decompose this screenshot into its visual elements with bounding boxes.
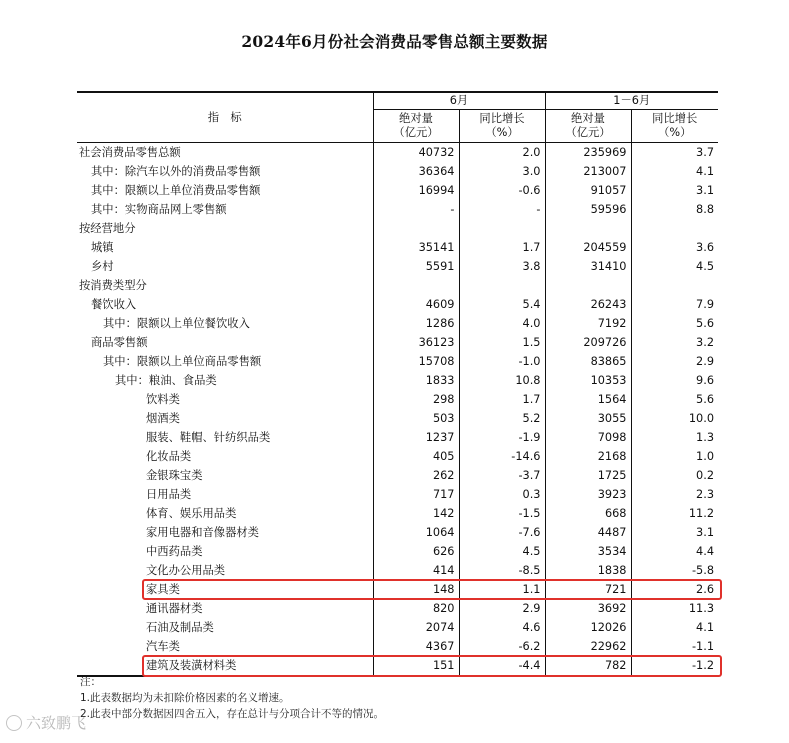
cell-ytd-amount: 59596	[545, 200, 631, 219]
table-body	[77, 143, 718, 677]
cell-ytd-amount: 3923	[545, 485, 631, 504]
cell-ytd-growth	[631, 219, 718, 238]
cell-ytd-amount: 1564	[545, 390, 631, 409]
cell-ytd-growth: 8.8	[696, 203, 715, 216]
row-indicator-name: 中西药品类	[77, 542, 373, 561]
cell-ytd-amount: 209726	[545, 333, 631, 352]
table-row	[77, 580, 718, 599]
table-row	[77, 504, 718, 523]
cell-ytd-amount: 10353	[545, 371, 631, 390]
cell-month-amount: 148	[373, 580, 459, 599]
watermark-text: 六致鹏飞	[26, 714, 87, 732]
row-indicator-name: 其中：除汽车以外的消费品零售额	[77, 162, 373, 181]
table-row	[77, 143, 718, 163]
table-row	[77, 314, 718, 333]
watermark-logo-icon	[6, 715, 22, 731]
row-indicator-name: 服装、鞋帽、针纺织品类	[77, 428, 373, 447]
header-row-top	[77, 92, 718, 110]
cell-month-amount: 414	[373, 561, 459, 580]
cell-ytd-amount: 213007	[545, 162, 631, 181]
row-indicator-name: 家具类	[77, 580, 373, 599]
cell-ytd-growth: 4.1	[696, 165, 715, 178]
cell-ytd-growth: -1.2	[631, 656, 718, 676]
header-group-month: 6月	[373, 92, 545, 110]
cell-ytd-amount: 2168	[545, 447, 631, 466]
cell-ytd-growth: 9.6	[696, 374, 715, 387]
table-row	[77, 219, 718, 238]
cell-month-amount: 4367	[373, 637, 459, 656]
footnote-item: 2.此表中部分数据因四舍五入，存在总计与分项合计不等的情况。	[80, 708, 385, 720]
table-row	[77, 409, 718, 428]
header-label-line: 绝对量	[571, 112, 605, 125]
header-label-line: （%）	[658, 126, 692, 139]
row-indicator-name: 其中：实物商品网上零售额	[77, 200, 373, 219]
cell-ytd-amount: 668	[545, 504, 631, 523]
table-row	[77, 637, 718, 656]
footnote-item: 1.此表数据均为未扣除价格因素的名义增速。	[80, 692, 290, 704]
footnotes	[80, 674, 384, 722]
cell-ytd-amount: 7192	[545, 314, 631, 333]
cell-month-growth: -1.0	[459, 352, 545, 371]
cell-month-growth	[459, 219, 545, 238]
table-row	[77, 390, 718, 409]
watermark	[6, 712, 86, 733]
cell-ytd-amount: 204559	[545, 238, 631, 257]
table-row	[77, 276, 718, 295]
cell-month-amount: 717	[373, 485, 459, 504]
cell-month-growth: 4.6	[459, 618, 545, 637]
cell-month-growth: 2.9	[459, 599, 545, 618]
cell-month-amount: 36123	[373, 333, 459, 352]
cell-ytd-amount: 31410	[545, 257, 631, 276]
row-indicator-name: 化妆品类	[77, 447, 373, 466]
cell-month-amount: 820	[373, 599, 459, 618]
table-row	[77, 257, 718, 276]
header-label-line: 同比增长	[652, 112, 698, 125]
cell-month-growth: 2.0	[459, 143, 545, 163]
header-label-line: （亿元）	[393, 126, 439, 139]
cell-ytd-growth: 5.6	[696, 317, 715, 330]
cell-month-growth: -1.9	[459, 428, 545, 447]
row-indicator-name: 餐饮收入	[77, 295, 373, 314]
table-row	[77, 295, 718, 314]
cell-month-amount: 151	[373, 656, 459, 676]
cell-month-growth	[459, 276, 545, 295]
cell-month-growth: -8.5	[459, 561, 545, 580]
cell-month-growth: 3.8	[459, 257, 545, 276]
row-indicator-name: 按经营地分	[77, 219, 373, 238]
table-row	[77, 485, 718, 504]
cell-ytd-amount: 83865	[545, 352, 631, 371]
cell-month-growth: -	[459, 200, 545, 219]
header-indicator: 指 标	[77, 92, 373, 143]
cell-ytd-amount: 12026	[545, 618, 631, 637]
cell-month-amount: 503	[373, 409, 459, 428]
row-indicator-name: 石油及制品类	[77, 618, 373, 637]
header-ytd-growth	[631, 110, 718, 143]
table-row	[77, 238, 718, 257]
cell-ytd-growth: 10.0	[688, 412, 715, 425]
cell-month-growth: -1.5	[459, 504, 545, 523]
cell-ytd-amount: 782	[545, 656, 631, 676]
cell-ytd-growth: 5.6	[696, 393, 715, 406]
cell-ytd-growth: 2.6	[696, 583, 715, 596]
cell-month-amount: 15708	[373, 352, 459, 371]
table-row	[77, 523, 718, 542]
cell-ytd-growth: 4.1	[696, 621, 715, 634]
table-row	[77, 466, 718, 485]
row-indicator-name: 其中：粮油、食品类	[77, 371, 373, 390]
cell-month-growth: 3.0	[459, 162, 545, 181]
cell-month-amount	[373, 276, 459, 295]
cell-month-amount: 36364	[373, 162, 459, 181]
table-row	[77, 428, 718, 447]
cell-ytd-growth: 3.7	[696, 146, 715, 159]
table-row	[77, 162, 718, 181]
row-indicator-name: 城镇	[77, 238, 373, 257]
table-row	[77, 352, 718, 371]
header-label-line: 绝对量	[399, 112, 433, 125]
row-indicator-name: 社会消费品零售总额	[77, 143, 373, 163]
cell-month-amount: 2074	[373, 618, 459, 637]
cell-month-amount: 5591	[373, 257, 459, 276]
cell-month-amount: 1064	[373, 523, 459, 542]
row-indicator-name: 按消费类型分	[77, 276, 373, 295]
cell-month-growth: 1.5	[459, 333, 545, 352]
page-title: 2024年6月份社会消费品零售总额主要数据	[241, 32, 548, 51]
cell-month-growth: 5.2	[459, 409, 545, 428]
cell-ytd-amount: 235969	[545, 143, 631, 163]
cell-ytd-growth: 1.0	[696, 450, 715, 463]
cell-month-growth: 1.1	[459, 580, 545, 599]
row-indicator-name: 金银珠宝类	[77, 466, 373, 485]
table-row	[77, 447, 718, 466]
header-month-growth	[459, 110, 545, 143]
cell-ytd-growth: 4.4	[696, 545, 715, 558]
cell-month-growth: 10.8	[459, 371, 545, 390]
cell-ytd-growth: 3.1	[696, 526, 715, 539]
table-row	[77, 542, 718, 561]
table-row	[77, 200, 718, 219]
row-indicator-name: 日用品类	[77, 485, 373, 504]
cell-ytd-amount: 26243	[545, 295, 631, 314]
retail-sales-table	[77, 91, 718, 677]
header-month-amount	[373, 110, 459, 143]
cell-ytd-amount	[545, 219, 631, 238]
table-row	[77, 599, 718, 618]
cell-month-growth: -7.6	[459, 523, 545, 542]
cell-month-growth: 4.0	[459, 314, 545, 333]
row-indicator-name: 乡村	[77, 257, 373, 276]
row-indicator-name: 商品零售额	[77, 333, 373, 352]
cell-month-amount: 142	[373, 504, 459, 523]
cell-ytd-growth: 3.1	[696, 184, 715, 197]
cell-ytd-amount: 721	[545, 580, 631, 599]
table-row	[77, 561, 718, 580]
cell-month-amount: 1237	[373, 428, 459, 447]
row-indicator-name: 体育、娱乐用品类	[77, 504, 373, 523]
cell-ytd-growth: 2.3	[696, 488, 715, 501]
row-indicator-name: 汽车类	[77, 637, 373, 656]
table-row	[77, 371, 718, 390]
cell-month-growth: 1.7	[459, 390, 545, 409]
cell-month-growth: -14.6	[459, 447, 545, 466]
header-label-line: （%）	[485, 126, 519, 139]
table-row	[77, 618, 718, 637]
cell-ytd-growth: 7.9	[696, 298, 715, 311]
row-indicator-name: 其中：限额以上单位商品零售额	[77, 352, 373, 371]
cell-month-amount	[373, 219, 459, 238]
cell-ytd-amount: 91057	[545, 181, 631, 200]
cell-month-growth: 5.4	[459, 295, 545, 314]
cell-ytd-amount: 3055	[545, 409, 631, 428]
row-indicator-name: 家用电器和音像器材类	[77, 523, 373, 542]
cell-ytd-growth: 11.2	[688, 507, 715, 520]
table-row	[77, 656, 718, 676]
table-row	[77, 333, 718, 352]
cell-ytd-amount: 4487	[545, 523, 631, 542]
cell-ytd-amount: 1838	[545, 561, 631, 580]
header-label-line: 同比增长	[479, 112, 525, 125]
cell-month-growth: 1.7	[459, 238, 545, 257]
cell-ytd-amount	[545, 276, 631, 295]
cell-ytd-growth: 4.5	[696, 260, 715, 273]
cell-month-growth: -3.7	[459, 466, 545, 485]
cell-month-amount: 40732	[373, 143, 459, 163]
row-indicator-name: 烟酒类	[77, 409, 373, 428]
cell-ytd-growth: -1.1	[691, 640, 715, 653]
cell-ytd-growth: 0.2	[696, 469, 715, 482]
cell-ytd-growth: 2.9	[696, 355, 715, 368]
cell-ytd-growth: 3.6	[696, 241, 715, 254]
cell-month-growth: -0.6	[459, 181, 545, 200]
row-indicator-name: 饮料类	[77, 390, 373, 409]
cell-month-growth: 0.3	[459, 485, 545, 504]
cell-ytd-growth: -5.8	[691, 564, 715, 577]
cell-ytd-amount: 3534	[545, 542, 631, 561]
cell-ytd-amount: 1725	[545, 466, 631, 485]
cell-month-amount: 405	[373, 447, 459, 466]
cell-month-growth: -6.2	[459, 637, 545, 656]
cell-ytd-amount: 3692	[545, 599, 631, 618]
cell-month-amount: 4609	[373, 295, 459, 314]
cell-ytd-growth: 3.2	[696, 336, 715, 349]
row-indicator-name: 其中：限额以上单位餐饮收入	[77, 314, 373, 333]
cell-ytd-amount: 7098	[545, 428, 631, 447]
cell-ytd-growth: 11.3	[688, 602, 715, 615]
table-row	[77, 181, 718, 200]
cell-month-amount: 626	[373, 542, 459, 561]
cell-month-amount: 35141	[373, 238, 459, 257]
row-indicator-name: 其中：限额以上单位消费品零售额	[77, 181, 373, 200]
cell-ytd-growth	[631, 276, 718, 295]
cell-ytd-amount: 22962	[545, 637, 631, 656]
cell-month-amount: 262	[373, 466, 459, 485]
header-ytd-amount	[545, 110, 631, 143]
cell-month-growth: 4.5	[459, 542, 545, 561]
footnote-label: 注：	[80, 676, 101, 688]
cell-ytd-growth: 1.3	[696, 431, 715, 444]
cell-month-amount: 16994	[373, 181, 459, 200]
header-label-line: （亿元）	[565, 126, 611, 139]
header-group-ytd: 1－6月	[545, 92, 718, 110]
row-indicator-name: 通讯器材类	[77, 599, 373, 618]
cell-month-amount: 298	[373, 390, 459, 409]
cell-month-amount: -	[373, 200, 459, 219]
row-indicator-name: 建筑及装潢材料类	[77, 656, 373, 676]
cell-month-amount: 1833	[373, 371, 459, 390]
cell-month-amount: 1286	[373, 314, 459, 333]
cell-month-growth: -4.4	[459, 656, 545, 676]
row-indicator-name: 文化办公用品类	[77, 561, 373, 580]
